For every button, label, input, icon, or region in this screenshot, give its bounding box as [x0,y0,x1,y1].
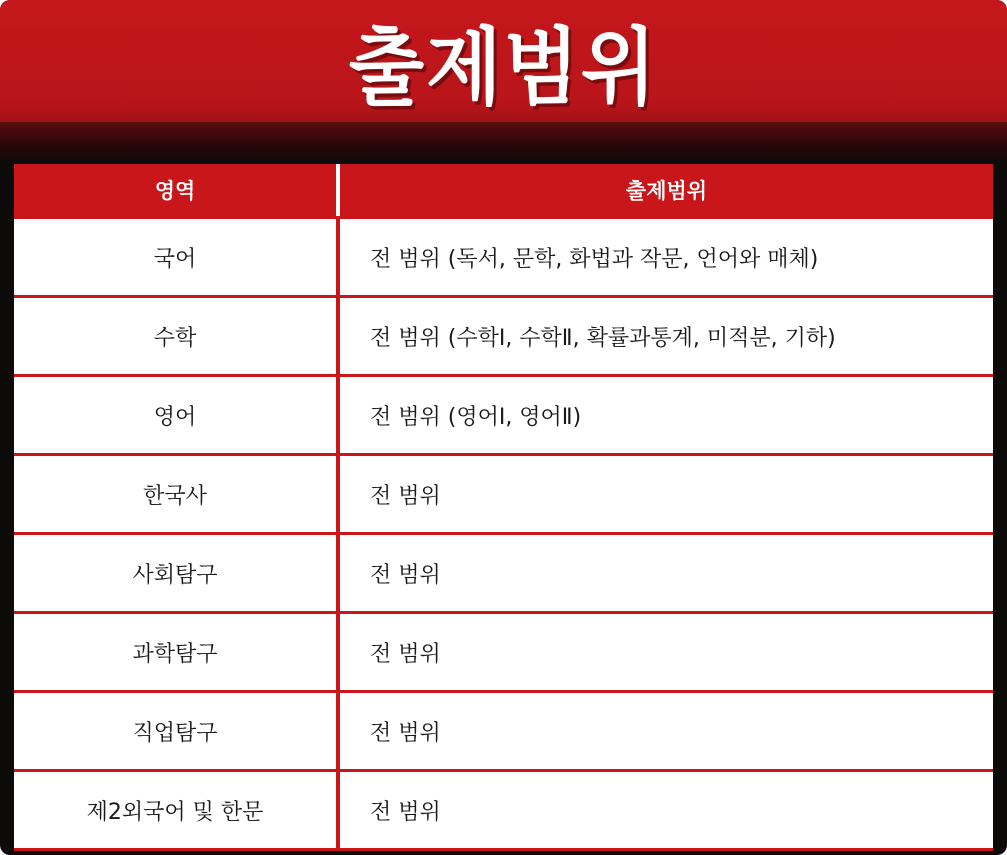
table-row [14,219,993,295]
table-header-row [14,164,993,216]
table-row [14,456,993,532]
row-range: 전 범위 (독서, 문학, 화법과 작문, 언어와 매체) [340,219,993,295]
row-area: 과학탐구 [14,614,336,690]
row-range: 전 범위 [340,693,993,769]
row-range: 전 범위 (수학Ⅰ, 수학Ⅱ, 확률과통계, 미적분, 기하) [340,298,993,374]
row-range: 전 범위 [340,456,993,532]
table-row [14,693,993,769]
table-row [14,614,993,690]
row-range: 전 범위 [340,535,993,611]
table-row [14,772,993,848]
row-area: 직업탐구 [14,693,336,769]
table-row [14,298,993,374]
exam-scope-table [14,164,993,851]
dark-gradient-band [0,122,1007,162]
row-area: 수학 [14,298,336,374]
header-range: 출제범위 [625,179,708,203]
banner-title: 출제범위 [348,19,659,118]
row-area: 영어 [14,377,336,453]
row-area: 제2외국어 및 한문 [14,772,336,848]
title-banner [0,0,1007,122]
row-area: 국어 [14,219,336,295]
row-range: 전 범위 [340,614,993,690]
row-area: 한국사 [14,456,336,532]
row-range: 전 범위 [340,772,993,848]
header-area: 영역 [154,179,196,203]
table-row [14,535,993,611]
table-row [14,377,993,453]
row-area: 사회탐구 [14,535,336,611]
row-range: 전 범위 (영어Ⅰ, 영어Ⅱ) [340,377,993,453]
